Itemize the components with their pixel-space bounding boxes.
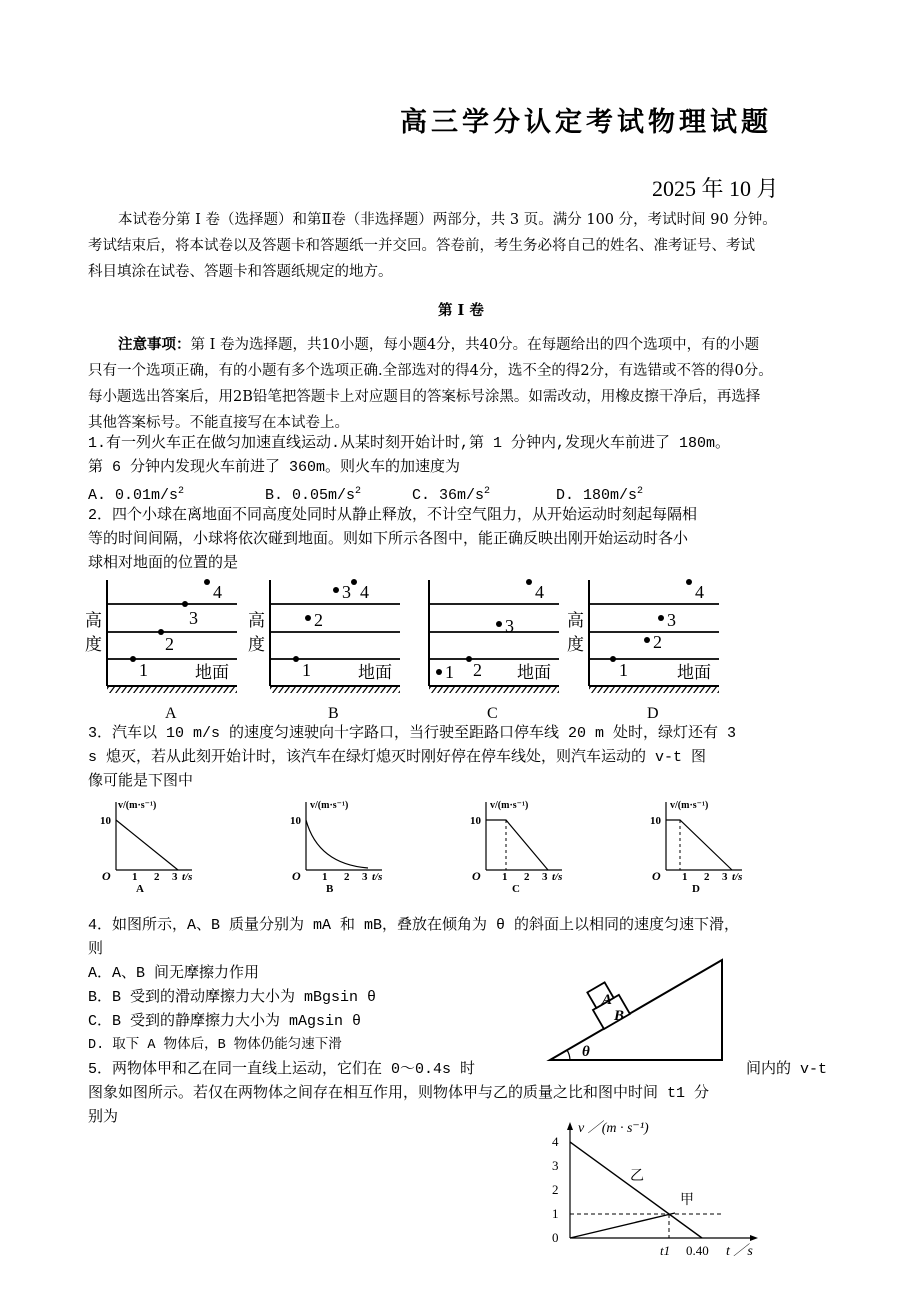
q3-b-xtick-3: 3: [362, 871, 368, 883]
notice-line-4: 其他答案标号。不能直接写在本试卷上。: [88, 415, 349, 431]
q1-option-d-exp: 2: [637, 486, 644, 497]
q3-c-label: C: [512, 883, 520, 895]
q2-b-ground: 地面: [358, 663, 392, 682]
q5-ytick-4: 4: [552, 1134, 559, 1149]
q2-b-axis-label-1: 高: [248, 611, 265, 630]
q2-panel-c: [429, 579, 559, 722]
q3-a-label: A: [136, 883, 144, 895]
q2-line-2: 等的时间间隔，小球将依次碰到地面。则如下所示各图中，能正确反映出刚开始运动时各小: [88, 531, 689, 548]
q2-b-ball-1: 1: [302, 660, 311, 680]
q2-d-ball-1: 1: [619, 660, 628, 680]
q5-xtick-end: 0.40: [686, 1243, 709, 1258]
q5-ytick-3: 3: [552, 1158, 559, 1173]
q3-b-ytick: 10: [290, 815, 301, 827]
intro-line-1: 本试卷分第 I 卷（选择题）和第Ⅱ卷（非选择题）两部分，共 3 页。满分 100 分，考试时间 90 分钟。: [118, 212, 777, 228]
section-title: 第 I 卷: [438, 302, 484, 319]
q1-option-d-text: D. 180m/s: [556, 487, 638, 504]
intro-line-2: 考试结束后，将本试卷以及答题卡和答题纸一并交回。答卷前，考生务必将自己的姓名、准考证号、考试: [88, 238, 755, 254]
q3-d-xtick-1: 1: [682, 871, 688, 883]
q4-block-a: A: [602, 992, 613, 1008]
q2-d-label: D: [647, 705, 659, 722]
q5-x-arrow: [750, 1235, 758, 1241]
q2-line-1: 2．四个小球在离地面不同高度处同时从静止释放，不计空气阻力，从开始运动时刻起每隔相: [88, 507, 698, 524]
q2-d-ground: 地面: [677, 663, 711, 682]
q2-a-ground: 地面: [195, 663, 229, 682]
q3-b-xtick-1: 1: [322, 871, 328, 883]
q3-panel-c: [470, 800, 562, 895]
q3-a-ytick: 10: [100, 815, 111, 827]
q5-xlabel: t ／s: [726, 1244, 753, 1258]
q3-b-xlabel: t/s: [372, 871, 383, 883]
notice-line-2: 只有一个选项正确，有的小题有多个选项正确.全部选对的得4分，选不全的得2分，有选错或不答的得0分。: [88, 363, 773, 379]
q4-figure: [540, 956, 730, 1064]
q3-b-ylabel: v/(m·s⁻¹): [310, 800, 349, 811]
q5-series-jia-line: [570, 1213, 675, 1238]
notice-line-3: 每小题选出答案后，用2B铅笔把答题卡上对应题目的答案标号涂黑。如需改动，用橡皮擦干净后，再选择: [88, 389, 761, 405]
q3-c-ytick: 10: [470, 815, 481, 827]
q3-line-1: 3．汽车以 10 m/s 的速度匀速驶向十字路口，当行驶至距路口停车线 20 m 处时，绿灯还有 3: [88, 725, 737, 742]
q3-line-3: 像可能是下图中: [88, 773, 194, 790]
q3-c-ylabel: v/(m·s⁻¹): [490, 800, 529, 811]
q5-ytick-1: 1: [552, 1206, 559, 1221]
q3-d-xlabel: t/s: [732, 871, 743, 883]
q2-d-ball-3: 3: [667, 610, 676, 630]
notice-line-1: [118, 332, 759, 358]
q3-a-xtick-2: 2: [154, 871, 160, 883]
q2-d-axis-label-2: 度: [567, 635, 584, 654]
q2-b-ball-2: 2: [314, 610, 323, 630]
q3-panel-a: [100, 800, 192, 895]
q3-a-xlabel: t/s: [182, 871, 193, 883]
q1-option-c-exp: 2: [484, 486, 491, 497]
q2-d-ball-4: 4: [695, 582, 704, 602]
q2-a-axis-label-1: 高: [85, 611, 102, 630]
q4-option-d: D. 取下 A 物体后，B 物体仍能匀速下滑: [88, 1038, 342, 1053]
q1-line-1: 1.有一列火车正在做匀加速直线运动.从某时刻开始计时,第 1 分钟内,发现火车前进了 180m。: [88, 435, 731, 452]
q4-option-a: A．A、B 间无摩擦力作用: [88, 965, 260, 982]
q3-d-xtick-2: 2: [704, 871, 710, 883]
q5-vt-chart: [540, 1118, 780, 1258]
q5-line-2: 图象如图所示。若仅在两物体之间存在相互作用，则物体甲与乙的质量之比和图中时间 t1 分: [88, 1085, 710, 1102]
q3-d-origin: O: [652, 869, 661, 883]
q3-c-xlabel: t/s: [552, 871, 563, 883]
q5-series-yi-line: [570, 1142, 702, 1238]
q5-label-jia: 甲: [680, 1193, 694, 1208]
q1-option-a-text: A. 0.01m/s: [88, 487, 179, 504]
q3-line-2: s 熄灭，若从此刻开始计时，该汽车在绿灯熄灭时刚好停在停车线处，则汽车运动的 v-t 图: [88, 749, 707, 766]
q3-a-origin: O: [102, 869, 111, 883]
q4-line-1: 4．如图所示，A、B 质量分别为 mA 和 mB，叠放在倾角为 θ 的斜面上以相同的速度匀速下滑，: [88, 917, 740, 934]
q2-panel-b: [248, 579, 400, 722]
exam-title: 高三学分认定考试物理试题: [400, 107, 772, 138]
q5-ytick-0: 0: [552, 1230, 559, 1245]
q1-option-b-text: B. 0.05m/s: [265, 487, 356, 504]
q5-y-arrow: [567, 1122, 573, 1130]
q5-ytick-2: 2: [552, 1182, 559, 1197]
q2-c-ball-2: 2: [473, 660, 482, 680]
q4-option-c: C．B 受到的静摩擦力大小为 mAgsin θ: [88, 1013, 362, 1030]
q5-line-1-right: 间内的 v-t: [746, 1061, 828, 1078]
q2-c-ground: 地面: [517, 663, 551, 682]
q1-option-a-exp: 2: [178, 486, 185, 497]
q2-c-label: C: [487, 705, 498, 722]
q2-d-ball-2: 2: [653, 632, 662, 652]
q2-a-label: A: [165, 705, 177, 722]
q3-panel-d: [650, 800, 742, 895]
q3-c-xtick-2: 2: [524, 871, 530, 883]
q2-b-axis-label-2: 度: [248, 635, 265, 654]
q3-b-label: B: [326, 883, 334, 895]
q3-d-label: D: [692, 883, 700, 895]
q3-d-ytick: 10: [650, 815, 661, 827]
q2-a-axis-label-2: 度: [85, 635, 102, 654]
q3-figure: [98, 796, 768, 906]
q3-c-origin: O: [472, 869, 481, 883]
q3-b-xtick-2: 2: [344, 871, 350, 883]
q4-line-2: 则: [88, 941, 104, 958]
q2-b-ball-3: 3: [342, 582, 351, 602]
q5-line-3: 别为: [88, 1109, 119, 1126]
q5-ylabel: v ／(m · s⁻¹): [578, 1121, 649, 1136]
q2-a-ball-2: 2: [165, 634, 174, 654]
q5-line-1-left: 5．两物体甲和乙在同一直线上运动，它们在 0～0.4s 时: [88, 1061, 476, 1078]
q2-a-ball-3: 3: [189, 608, 198, 628]
q2-a-ball-4: 4: [213, 582, 222, 602]
q2-c-ball-4: 4: [535, 582, 544, 602]
q3-panel-b: [290, 800, 382, 895]
q2-c-ball-1: 1: [445, 662, 454, 682]
q4-option-b: B．B 受到的滑动摩擦力大小为 mBgsin θ: [88, 989, 377, 1006]
q4-angle: θ: [582, 1044, 590, 1060]
q3-c-xtick-3: 3: [542, 871, 548, 883]
notice-label: 注意事项：: [118, 336, 191, 353]
q3-a-xtick-3: 3: [172, 871, 178, 883]
notice-text-1: 第 I 卷为选择题，共10小题，每小题4分，共40分。在每题给出的四个选项中，有的小题: [190, 337, 760, 353]
q1-option-b-exp: 2: [355, 486, 362, 497]
q3-d-ylabel: v/(m·s⁻¹): [670, 800, 709, 811]
q2-b-label: B: [328, 705, 339, 722]
q2-c-ball-3: 3: [505, 616, 514, 636]
q3-c-xtick-1: 1: [502, 871, 508, 883]
q2-d-axis-label-1: 高: [567, 611, 584, 630]
q2-a-ball-1: 1: [139, 660, 148, 680]
q2-panel-d: [567, 579, 719, 722]
q3-a-ylabel: v/(m·s⁻¹): [118, 800, 157, 811]
q5-xtick-t1: t1: [660, 1243, 671, 1258]
q4-block-b: B: [614, 1008, 625, 1024]
q3-d-xtick-3: 3: [722, 871, 728, 883]
q2-line-3: 球相对地面的位置的是: [88, 555, 239, 572]
q3-b-origin: O: [292, 869, 301, 883]
q3-a-xtick-1: 1: [132, 871, 138, 883]
q2-b-ball-4: 4: [360, 582, 369, 602]
q5-label-yi: 乙: [630, 1169, 644, 1184]
q1-line-2: 第 6 分钟内发现火车前进了 360m。则火车的加速度为: [88, 459, 461, 476]
exam-date: 2025 年 10 月: [652, 176, 779, 201]
q2-panel-a: [85, 579, 237, 722]
q1-option-c-text: C. 36m/s: [412, 487, 485, 504]
intro-line-3: 科目填涂在试卷、答题卡和答题纸规定的地方。: [88, 264, 393, 280]
q2-figure: [85, 574, 765, 722]
